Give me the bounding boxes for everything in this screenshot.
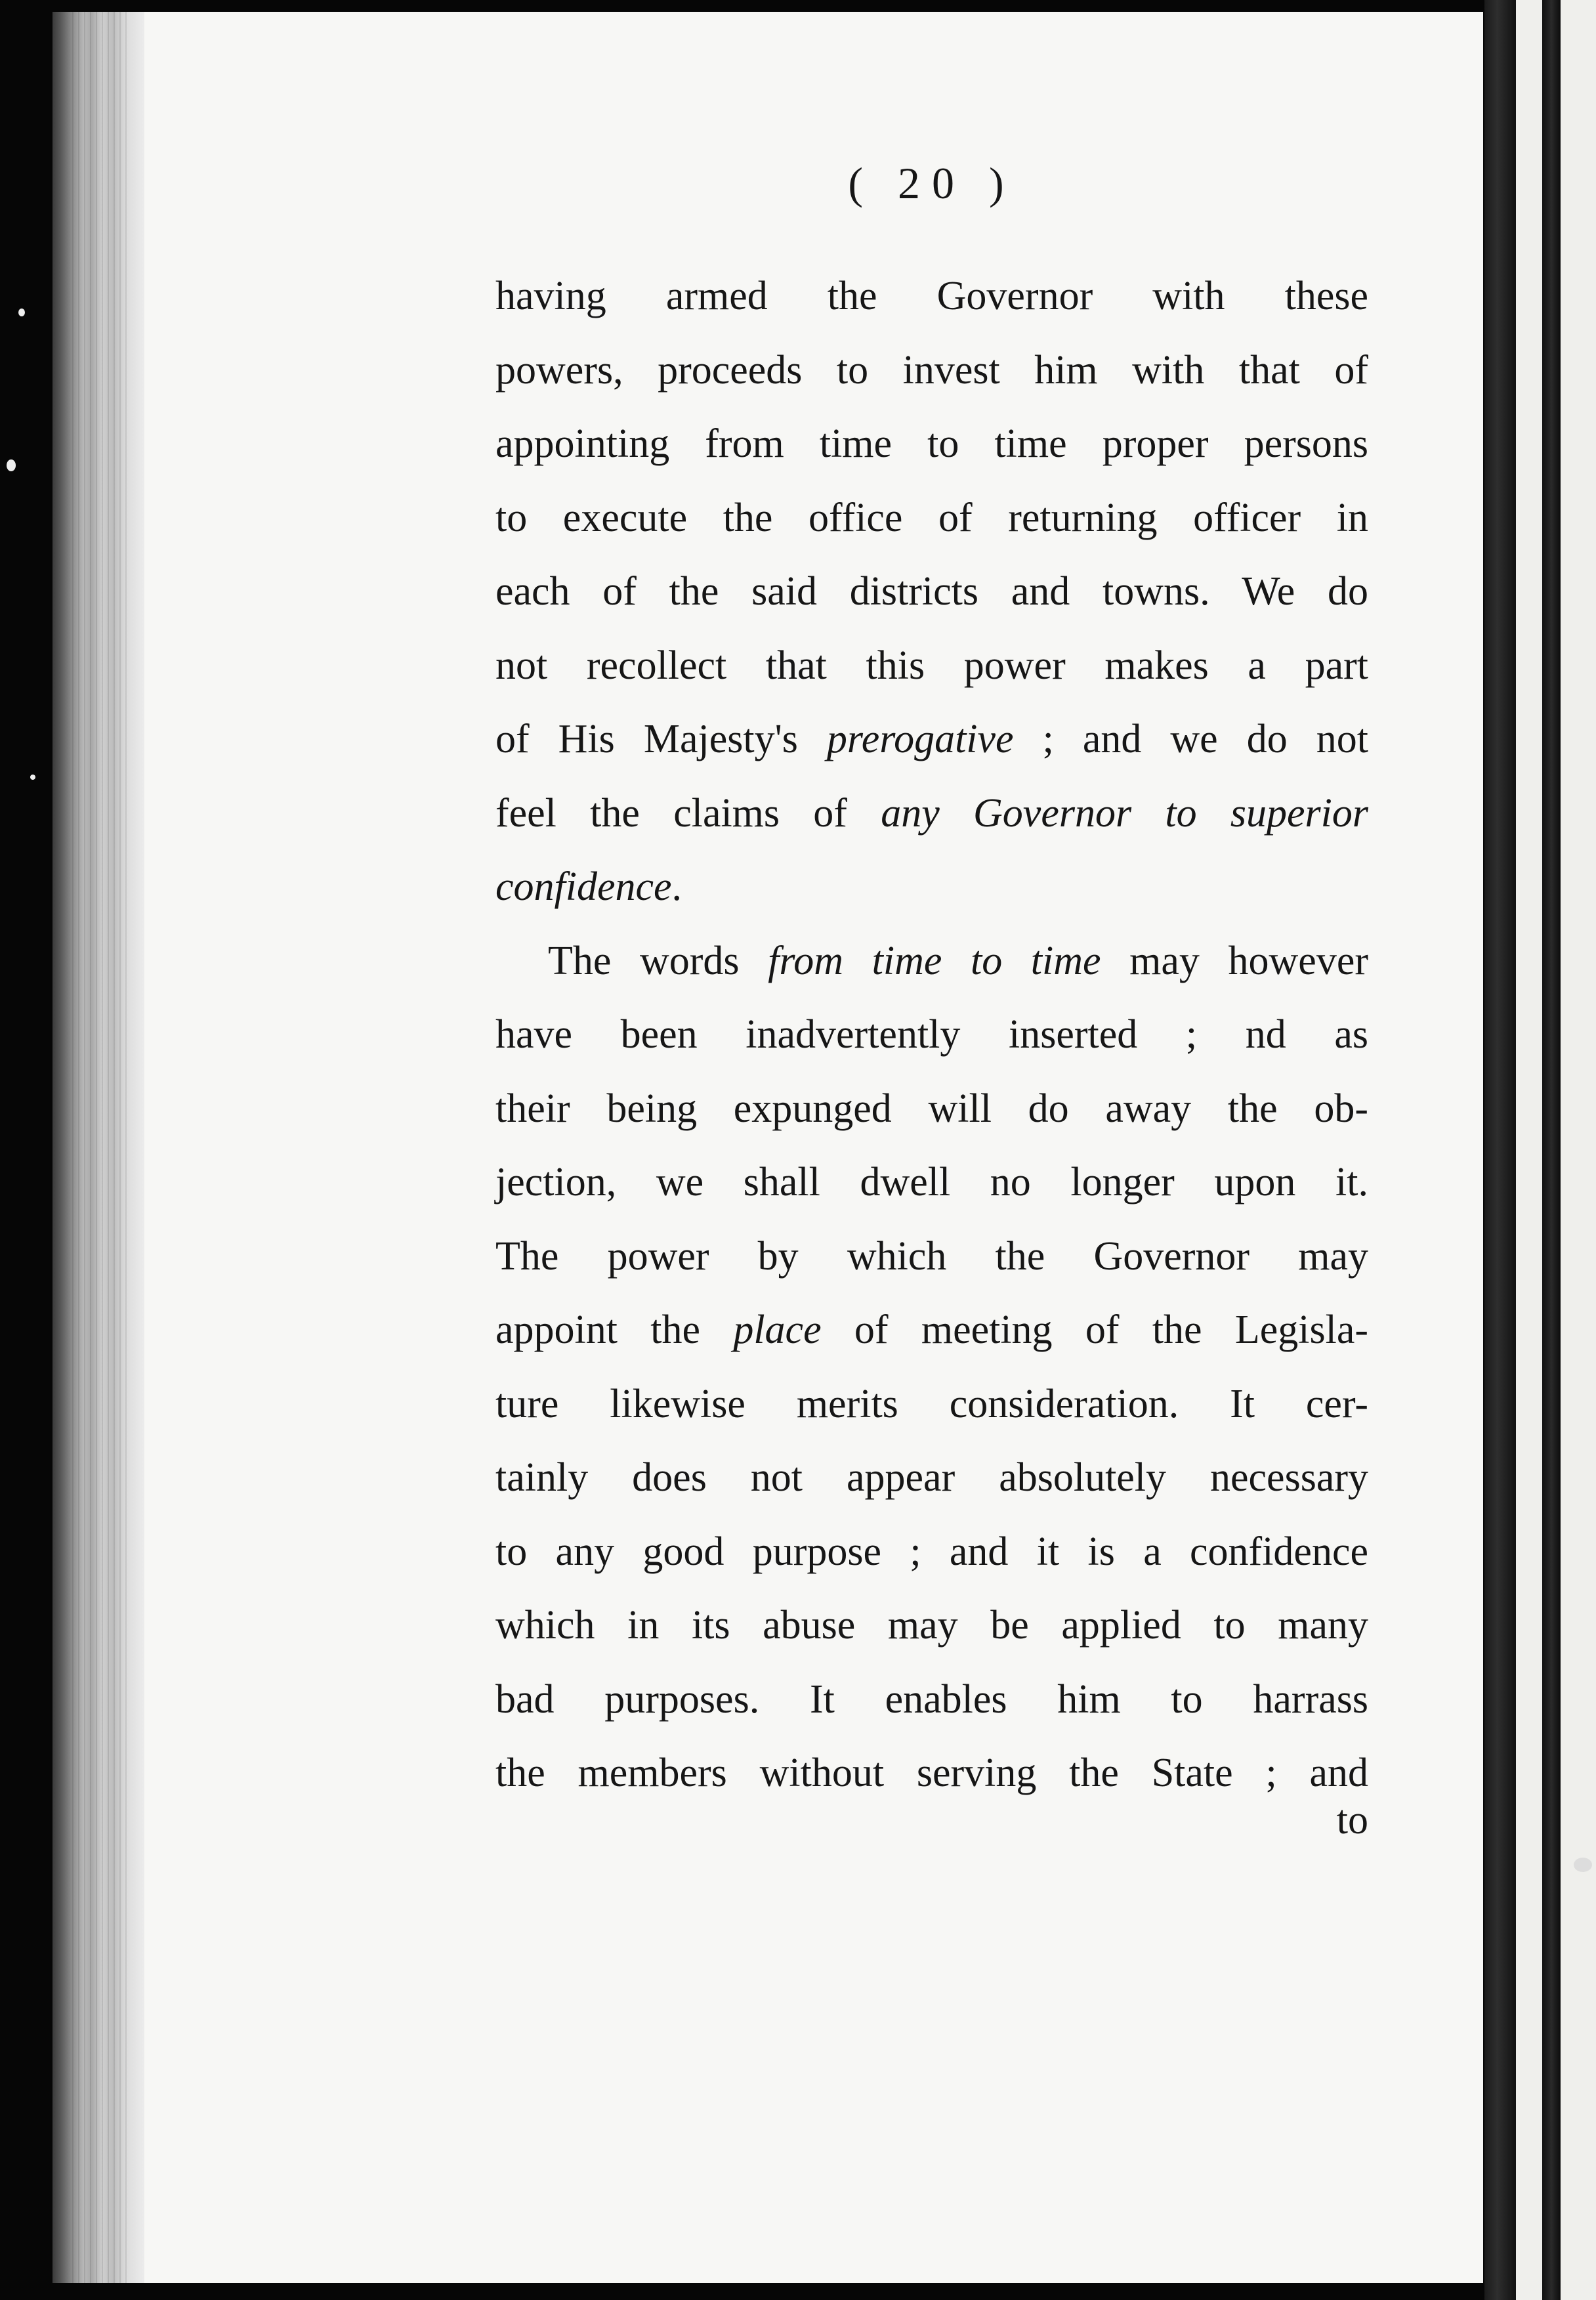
text-line [495,1220,1368,1294]
text-segment: ; and we do not [1013,717,1368,761]
italic-text-segment: place [733,1308,822,1352]
text-line [495,1367,1368,1441]
text-line [495,629,1368,703]
text-line [495,1663,1368,1737]
scan-speck [7,459,16,471]
text-segment: of His Majesty's [495,717,827,761]
text-segment: of meeting of the Legisla- [821,1308,1368,1352]
text-segment: which in its abuse may be applied to many [495,1603,1368,1648]
text-segment: The power by which the Governor may [495,1233,1368,1279]
text-segment: the members without serving the State ; and [495,1751,1368,1795]
text-segment: bad purposes. It enables him to harrass [495,1676,1368,1722]
italic-text-segment: from time to time [768,938,1101,983]
text-segment: feel the claims of [495,790,881,836]
italic-text-segment: confidence [495,864,672,909]
page-number: ( 20 ) [848,158,1016,208]
text-segment: each of the said districts and towns. We do [495,569,1368,614]
text-line [495,1145,1368,1220]
text-segment: tainly does not appear absolutely necessary [495,1455,1368,1500]
text-segment: appointing from time to time proper persons [495,421,1368,466]
adjacent-page-shadow [1542,0,1561,2300]
scan-speck [18,309,25,316]
text-line [495,259,1368,333]
text-line [495,481,1368,555]
text-segment: to any good purpose ; and it is a confidence [495,1529,1368,1574]
text-line [495,1588,1368,1663]
text-segment: have been inadvertently inserted ; nd as [495,1012,1368,1057]
text-line [495,555,1368,629]
text-segment: powers, proceeds to invest him with that of [495,347,1368,393]
text-line [495,407,1368,481]
text-segment: . [671,864,682,909]
catchword: to [1336,1798,1368,1842]
text-segment: may however [1101,938,1368,983]
text-line [495,1515,1368,1589]
text-line [495,1441,1368,1515]
text-segment: appoint the [495,1308,734,1352]
book-binding [1484,0,1516,2300]
text-line [495,1293,1368,1367]
text-line [495,702,1368,777]
text-segment: The words [548,938,768,983]
text-line [495,1072,1368,1146]
text-line [495,924,1368,998]
italic-text-segment: any Governor to superior [881,790,1368,836]
text-segment: their being expunged will do away the ob- [495,1086,1368,1131]
text-line [495,850,1368,924]
text-line [495,998,1368,1072]
text-line [495,777,1368,851]
text-segment: having armed the Governor with these [495,274,1368,318]
body-text [495,259,1368,1810]
italic-text-segment: prerogative [826,717,1014,761]
text-segment: jection, we shall dwell no longer upon it. [495,1160,1368,1204]
text-segment: not recollect that this power makes a part [495,643,1368,688]
text-segment: ture likewise merits consideration. It cer- [495,1381,1368,1426]
stacked-page-edges [72,12,131,2283]
scan-speck [30,775,35,780]
scan-speck [1574,1858,1592,1872]
text-line [495,333,1368,408]
text-segment: to execute the office of returning officer in [495,495,1368,540]
